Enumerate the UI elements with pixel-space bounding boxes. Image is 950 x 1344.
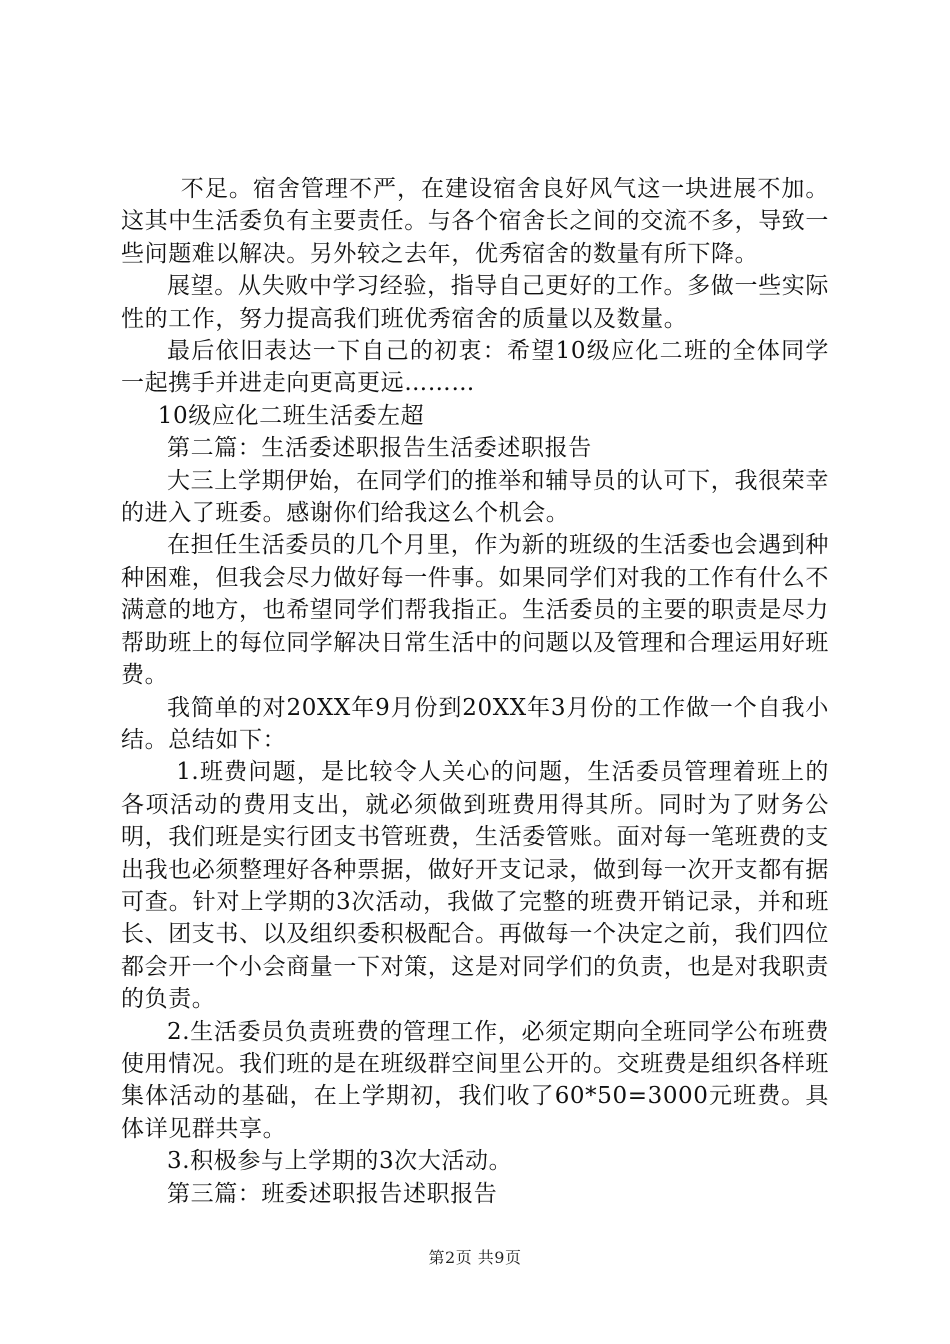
- section-heading-3: 第三篇：班委述职报告述职报告: [167, 1180, 498, 1207]
- paragraph-duties: 在担任生活委员的几个月里，作为新的班级的生活委也会遇到种种困难，但我会尽力做好每一件事。如果同学们对我的工作有什么不满意的地方，也希望同学们帮我指正。生活委员的主要的职责是尽力帮助班上的每位同学解决日常生活中的问题以及管理和合理运用好班费。: [121, 532, 829, 689]
- paragraph-signature: 10级应化二班生活委左超: [157, 402, 425, 429]
- paragraph-closing-wish: 最后依旧表达一下自己的初衷：希望10级应化二班的全体同学一起携手并进走向更高更远………: [121, 338, 829, 397]
- paragraph-item-1: 1.班费问题，是比较令人关心的问题，生活委员管理着班上的各项活动的费用支出，就必须做到班费用得其所。同时为了财务公明，我们班是实行团支书管班费，生活委管账。面对每一笔班费的支出我也必须整理好各种票据，做好开支记录，做到每一次开支都有据可查。针对上学期的3次活动，我做了完整的班费开销记录，并和班长、团支书、以及组织委积极配合。再做每一个决定之前，我们四位都会开一个小会商量一下对策，这是对同学们的负责，也是对我职责的负责。: [121, 759, 829, 1013]
- paragraph-intro: 大三上学期伊始，在同学们的推举和辅导员的认可下，我很荣幸的进入了班委。感谢你们给我这么个机会。: [121, 467, 829, 527]
- paragraph-outlook: 展望。从失败中学习经验，指导自己更好的工作。多做一些实际性的工作，努力提高我们班优秀宿舍的质量以及数量。: [121, 273, 829, 332]
- paragraph-item-3: 3.积极参与上学期的3次大活动。: [167, 1148, 513, 1175]
- paragraph-item-2: 2.生活委员负责班费的管理工作，必须定期向全班同学公布班费使用情况。我们班的是在班级群空间里公开的。交班费是组织各样班集体活动的基础，在上学期初，我们收了60*50=3000元班费。具体详见群共享。: [121, 1018, 829, 1142]
- document-body: [121, 173, 829, 1210]
- paragraph-summary-intro: 我简单的对20XX年9月份到20XX年3月份的工作做一个自我小结。总结如下：: [121, 694, 829, 753]
- section-heading-2: 第二篇：生活委述职报告生活委述职报告: [167, 435, 592, 462]
- page-number: 第2页 共9页: [428, 1248, 522, 1267]
- paragraph-shortcomings: 不足。宿舍管理不严，在建设宿舍良好风气这一块进展不加。这其中生活委负有主要责任。与各个宿舍长之间的交流不多，导致一些问题难以解决。另外较之去年，优秀宿舍的数量有所下降。: [121, 176, 829, 267]
